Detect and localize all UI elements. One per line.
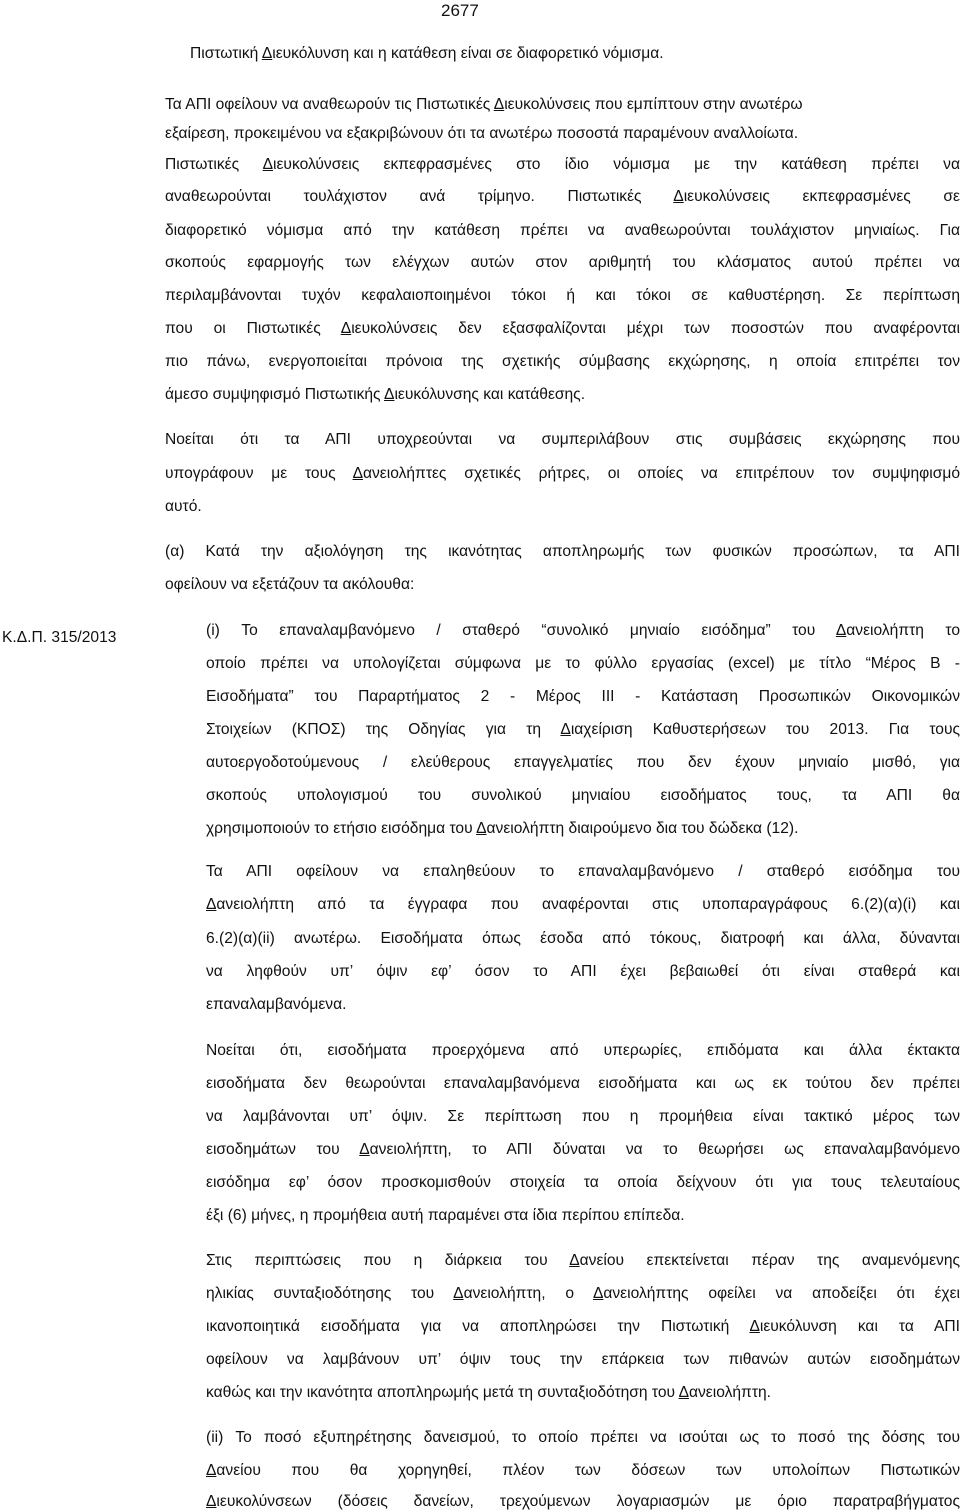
text-line [206, 687, 960, 707]
text-line [206, 720, 960, 740]
text-segment: καθώς και την ικανότητα αποπληρωμής μετά τη συνταξιοδότηση του [206, 1384, 679, 1401]
text-segment: περιλαμβάνονται τυχόν κεφαλαιοποιημένοι τόκοι ή και τόκοι σε καθυστέρηση. Σε περίπτωση [165, 287, 960, 304]
text-line [165, 385, 585, 405]
text-segment: εισοδήματα δεν θεωρούνται επαναλαμβανόμενα εισοδήματα και ως εκ τούτου δεν πρέπει [206, 1075, 960, 1092]
underlined-text: Δ [476, 820, 487, 837]
text-segment: ιαχείριση Καθυστερήσεων του 2013. Για τους [570, 721, 960, 738]
text-segment: ανειολήπτη το [846, 622, 960, 639]
text-segment: 6.(2)(α)(ii) ανωτέρω. Εισοδήματα όπως έσοδα από τόκους, διατροφή και άλλα, δύνανται [206, 930, 960, 947]
underlined-text: Δ [673, 188, 684, 205]
text-segment: ιευκόλυνσης και κατάθεσης. [394, 386, 586, 403]
text-segment: Τα ΑΠΙ οφείλουν να αναθεωρούν τις Πιστωτικές [165, 96, 494, 113]
text-segment: Εισοδήματα” του Παραρτήματος 2 - Μέρος ΙΙΙ - Κατάσταση Προσωπικών Οικονομικών [206, 688, 960, 705]
text-segment: οφείλουν να λαμβάνουν υπ’ όψιν τους την επάρκεια των πιθανών αυτών εισοδημάτων [206, 1351, 960, 1368]
text-line [165, 542, 960, 562]
text-line [165, 430, 960, 450]
underlined-text: Δ [262, 156, 274, 173]
text-segment: ανειολήπτη. [688, 1384, 771, 1401]
underlined-text: Δ [453, 1285, 464, 1302]
text-line [206, 995, 346, 1015]
text-segment: ιευκολύνσεις που εμπίπτουν στην ανωτέρω [504, 96, 803, 113]
text-segment: Νοείται ότι τα ΑΠΙ υποχρεούνται να συμπεριλάβουν στις συμβάσεις εκχώρησης που [165, 431, 960, 448]
underlined-text: Δ [359, 1141, 370, 1158]
text-segment: που οι Πιστωτικές [165, 320, 341, 337]
text-line [165, 319, 960, 339]
text-segment: ανειολήπτη διαιρούμενο δια του δώδεκα (12). [486, 820, 799, 837]
text-line [165, 221, 960, 241]
text-segment: Στις περιπτώσεις που η διάρκεια του [206, 1252, 570, 1269]
text-segment: να λαμβάνονται υπ’ όψιν. Σε περίπτωση που η προμήθεια είναι τακτικό μέρος των [206, 1108, 960, 1125]
text-segment: εξαίρεση, προκειμένου να εξακριβώνουν ότι τα ανωτέρω ποσοστά παραμένουν αναλλοίωτα. [165, 125, 799, 142]
text-segment: Στοιχείων (ΚΠΟΣ) της Οδηγίας για τη [206, 721, 561, 738]
text-segment: Τα ΑΠΙ οφείλουν να επαληθεύουν το επαναλαμβανόμενο / σταθερό εισόδημα του [206, 863, 960, 880]
page-number: 2677 [441, 1, 479, 20]
underlined-text: Δ [206, 1493, 217, 1510]
text-line [165, 464, 960, 484]
text-line [206, 1317, 960, 1337]
text-line [206, 1074, 960, 1094]
text-segment: ανείου επεκτείνεται πέραν της αναμενόμενης [579, 1252, 960, 1269]
text-segment: άμεσο συμψηφισμό Πιστωτικής [165, 386, 385, 403]
underlined-text: Δ [261, 45, 273, 62]
underlined-text: Δ [569, 1252, 580, 1269]
text-line [206, 962, 960, 982]
text-line [206, 1284, 960, 1304]
underlined-text: Δ [592, 1285, 604, 1302]
text-segment: υπογράφουν με τους [165, 465, 353, 482]
text-segment: χρησιμοποιούν το ετήσιο εισόδημα του [206, 820, 477, 837]
text-line [206, 1173, 960, 1193]
text-segment: ιευκόλυνση και τα ΑΠΙ [759, 1318, 960, 1335]
underlined-text: Δ [749, 1318, 760, 1335]
text-line [206, 1107, 960, 1127]
text-line [206, 929, 960, 949]
text-segment: ιευκολύνσεις δεν εξασφαλίζονται μέχρι των ποσοστών που αναφέρονται [351, 320, 960, 337]
underlined-text: Δ [206, 896, 217, 913]
text-line [206, 1251, 960, 1271]
underlined-text: Δ [340, 320, 352, 337]
text-segment: ανειολήπτης οφείλει να αποδείξει ότι έχει [603, 1285, 960, 1302]
text-segment: ιευκόλυνση και η κατάθεση είναι σε διαφορετικό νόμισμα. [272, 45, 664, 62]
text-line [206, 1383, 771, 1403]
text-segment: ιευκολύνσεων (δόσεις δανείων, τρεχούμενων λογαριασμών με όριο παρατραβήγματος [216, 1493, 960, 1510]
text-segment: Πιστωτική [190, 45, 262, 62]
text-line [165, 124, 798, 144]
text-line [206, 819, 798, 839]
text-segment: αυτό. [165, 498, 202, 515]
text-segment: ανειολήπτες σχετικές ρήτρες, οι οποίες να επιτρέπουν τον συμψηφισμό [362, 465, 960, 482]
text-segment: να ληφθούν υπ’ όψιν εφ’ όσον το ΑΠΙ έχει βεβαιωθεί ότι είναι σταθερά και [206, 963, 960, 980]
text-segment: ηλικίας συνταξιοδότησης του [206, 1285, 454, 1302]
underlined-text: Δ [835, 622, 847, 639]
text-line [206, 1428, 960, 1448]
text-line [165, 497, 202, 517]
text-line [165, 253, 960, 273]
text-segment: αναθεωρούνται τουλάχιστον ανά τρίμηνο. Πιστωτικές [165, 188, 674, 205]
text-segment: εισόδημα εφ’ όσον προσκομισθούν στοιχεία τα οποία δείχνουν ότι για τους τελευταίους [206, 1174, 960, 1191]
text-line [165, 575, 414, 595]
underlined-text: Δ [493, 96, 505, 113]
text-line [206, 862, 960, 882]
text-segment: ικανοποιητικά εισοδήματα για να αποπληρώσει την Πιστωτική [206, 1318, 750, 1335]
text-segment: σκοπούς εφαρμογής των ελέγχων αυτών στον αριθμητή του κλάσματος αυτού πρέπει να [165, 254, 960, 271]
text-segment: ανειολήπτη από τα έγγραφα που αναφέρονται στις υποπαραγράφους 6.(2)(α)(i) και [216, 896, 960, 913]
margin-reference: Κ.Δ.Π. 315/2013 [2, 629, 117, 646]
text-line [165, 286, 960, 306]
underlined-text: Δ [352, 465, 363, 482]
text-segment: ιευκολύνσεις εκπεφρασμένες σε [683, 188, 960, 205]
text-line [206, 621, 960, 641]
text-line [206, 1041, 960, 1061]
text-line [190, 44, 664, 64]
text-segment: (ii) Το ποσό εξυπηρέτησης δανεισμού, το οποίο πρέπει να ισούται ως το ποσό της δόσης του [206, 1429, 960, 1446]
text-line [165, 352, 960, 372]
text-line [206, 786, 960, 806]
text-segment: Νοείται ότι, εισοδήματα προερχόμενα από υπερωρίες, επιδόματα και άλλα έκτακτα [206, 1042, 960, 1059]
text-segment: ανειολήπτη, το ΑΠΙ δύναται να το θεωρήσει ως επαναλαμβανόμενο [369, 1141, 960, 1158]
text-segment: επαναλαμβανόμενα. [206, 996, 347, 1013]
underlined-text: Δ [384, 386, 395, 403]
text-line [165, 95, 803, 115]
text-segment: ανειολήπτη, ο [463, 1285, 593, 1302]
text-line [206, 1350, 960, 1370]
text-segment: (i) Το επαναλαμβανόμενο / σταθερό “συνολικό μηνιαίο εισόδημα” του [206, 622, 836, 639]
underlined-text: Δ [206, 1462, 217, 1479]
text-line [206, 1492, 960, 1512]
text-segment: Πιστωτικές [165, 156, 263, 173]
text-segment: οφείλουν να εξετάζουν τα ακόλουθα: [165, 576, 415, 593]
text-segment: έξι (6) μήνες, η προμήθεια αυτή παραμένει στα ίδια περίπου επίπεδα. [206, 1207, 685, 1224]
text-line [165, 187, 960, 207]
text-line [206, 895, 960, 915]
text-line [206, 1140, 960, 1160]
text-segment: πιο πάνω, ενεργοποιείται πρόνοια της σχετικής σύμβασης εκχώρησης, η οποία επιτρέπει τον [165, 353, 960, 370]
text-segment: σκοπούς υπολογισμού του συνολικού μηνιαίου εισοδήματος τους, τα ΑΠΙ θα [206, 787, 960, 804]
text-segment: ανείου που θα χορηγηθεί, πλέον των δόσεων των υπολοίπων Πιστωτικών [216, 1462, 960, 1479]
text-segment: (α) Κατά την αξιολόγηση της ικανότητας αποπληρωμής των φυσικών προσώπων, τα ΑΠΙ [165, 543, 960, 560]
text-segment: αυτοεργοδοτούμενους / ελεύθερους επαγγελματίες που δεν έχουν μηνιαίο μισθό, για [206, 754, 960, 771]
text-segment: οποίο πρέπει να υπολογίζεται σύμφωνα με το φύλλο εργασίας (excel) με τίτλο “Μέρος Β - [206, 655, 960, 672]
underlined-text: Δ [678, 1384, 689, 1401]
text-segment: διαφορετικό νόμισμα από την κατάθεση πρέπει να αναθεωρούνται τουλάχιστον μηνιαίως. Για [165, 222, 960, 239]
text-segment: ιευκολύνσεις εκπεφρασμένες στο ίδιο νόμισμα με την κατάθεση πρέπει να [273, 156, 960, 173]
text-line [206, 654, 960, 674]
text-line [206, 1206, 685, 1226]
text-line [206, 1461, 960, 1481]
text-line [165, 155, 960, 175]
underlined-text: Δ [560, 721, 571, 738]
text-segment: εισοδημάτων του [206, 1141, 360, 1158]
text-line [206, 753, 960, 773]
